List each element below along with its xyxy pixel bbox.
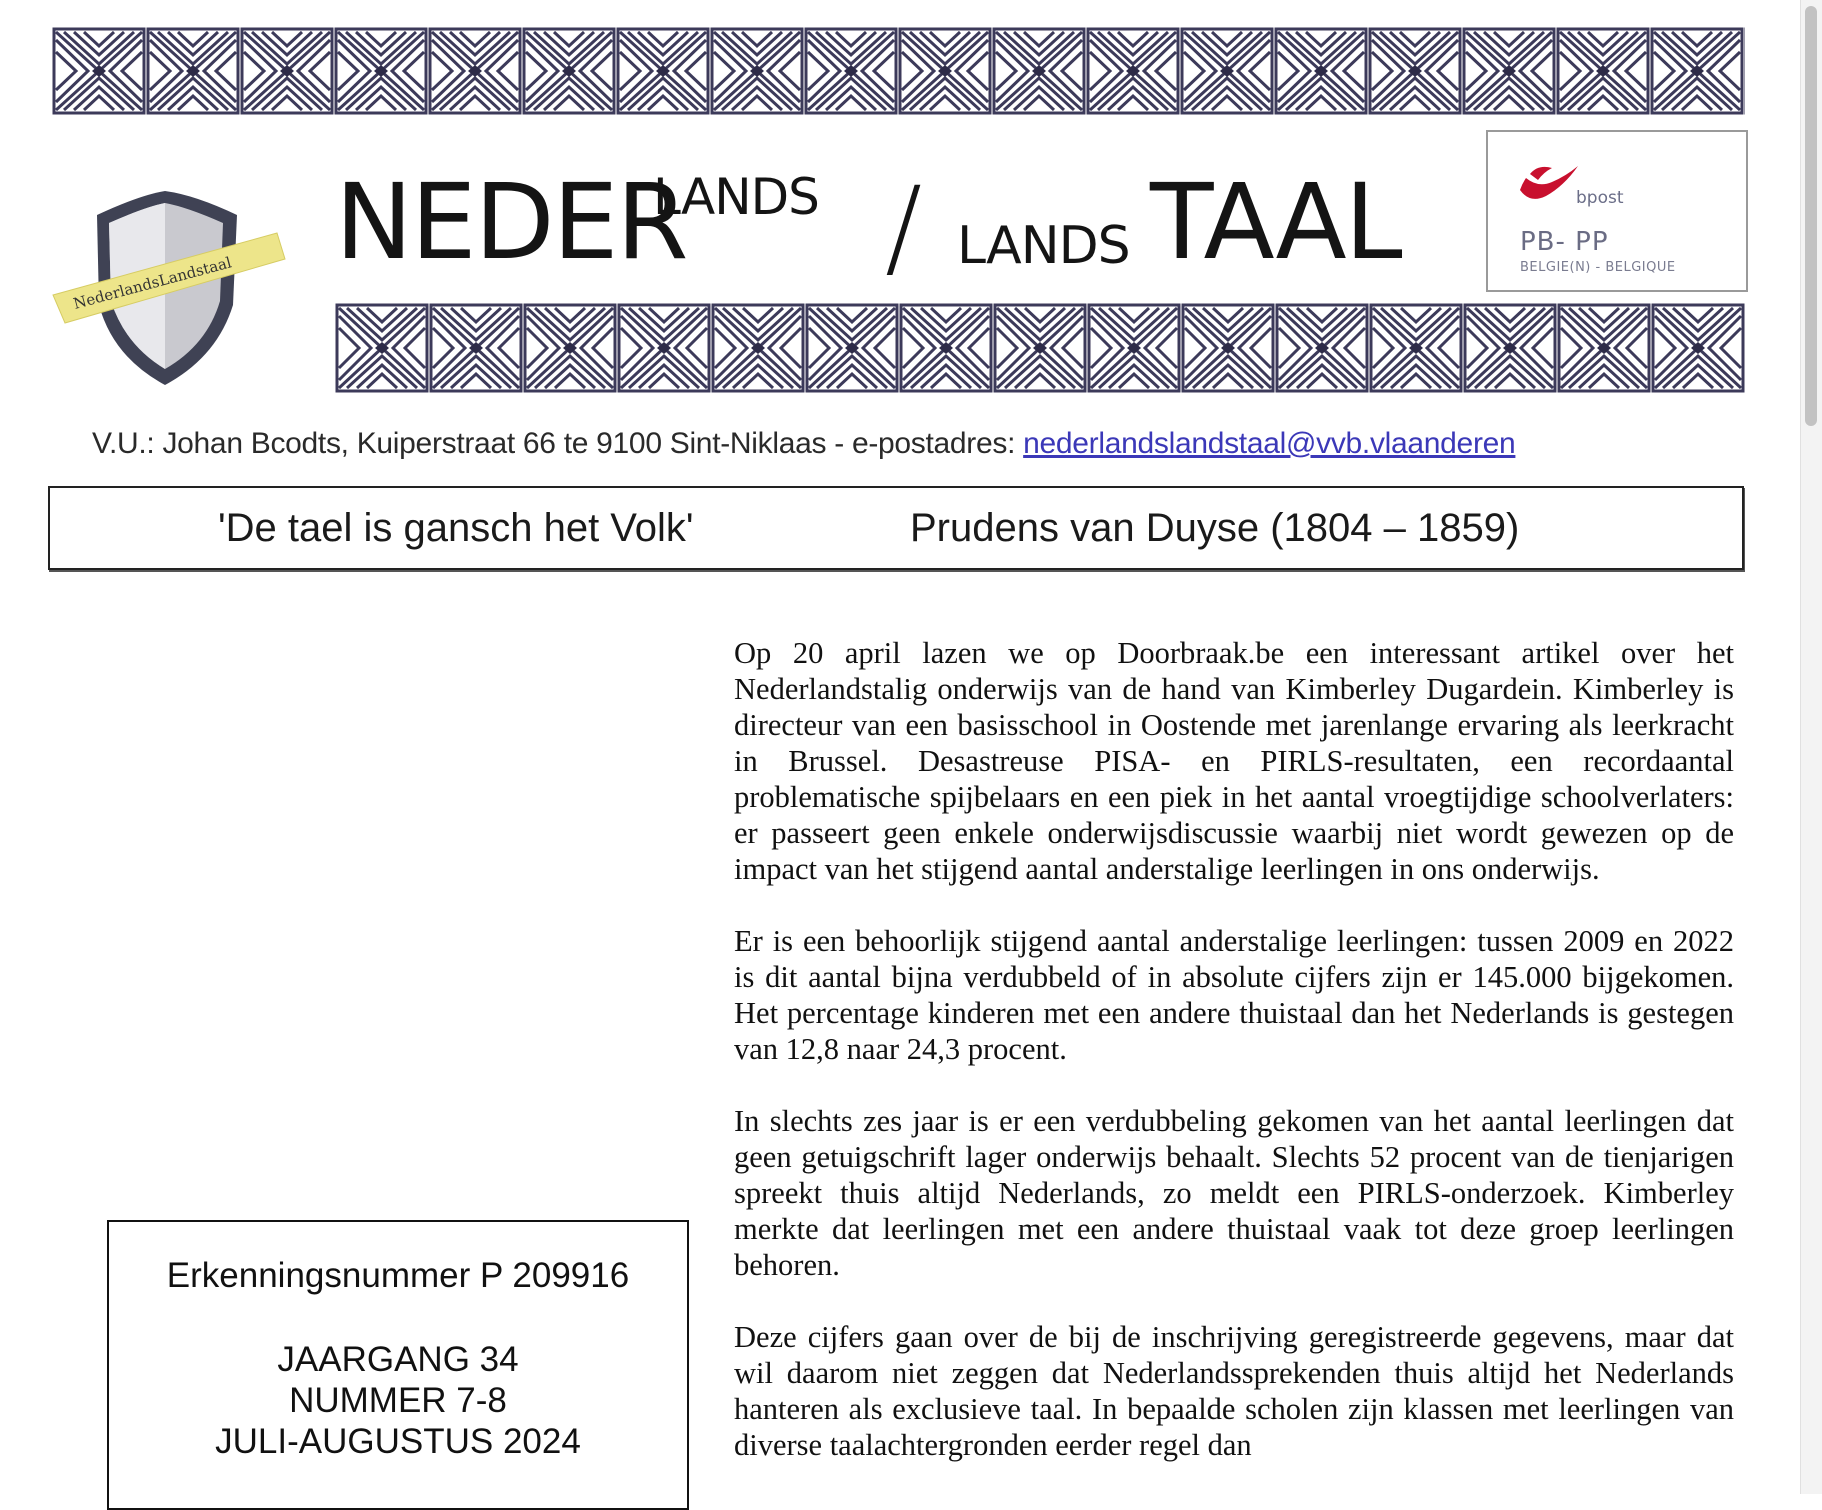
bpost-brand: bpost [1576, 188, 1624, 208]
shield-logo [45, 185, 305, 400]
title-neder: NEDER [335, 161, 687, 283]
motto-author: Prudens van Duyse (1804 – 1859) [910, 506, 1520, 550]
decorative-border-middle [335, 302, 1745, 394]
postage-country: BELGIE(N) - BELGIQUE [1520, 260, 1676, 275]
publisher-address: V.U.: Johan Bcodts, Kuiperstraat 66 te 9100 Sint-Niklaas - e-postadres: [92, 427, 1024, 460]
title-slash: / [885, 163, 923, 291]
article-paragraph-1: Op 20 april lazen we op Doorbraak.be een interessant artikel over het Nederlandstalig onderwijs van de hand van Kimberley Dugardein. Kimberley is directeur van een basisschool in Oostende met jarenlange ervaring als leerkracht in Brussel. Desastreuse PISA- en PIRLS-resultaten, een recordaantal problematische spijbelaars en een piek in het aantal vroegtijdige schoolverlaters: er passeert geen enkele onderwijsdiscussie waarbij niet wordt gewezen op de impact van het stijgend aantal anderstalige leerlingen in ons onderwijs. [734, 636, 1734, 886]
title-lands-subscript: LANDS [957, 216, 1130, 276]
motto-quote: 'De tael is gansch het Volk' [218, 506, 694, 550]
issue-date: JULI-AUGUSTUS 2024 [215, 1422, 581, 1461]
recognition-number: Erkenningsnummer P 209916 [166, 1256, 630, 1295]
postage-indicia [1486, 130, 1748, 292]
shield-banner-text: NederlandsLandstaal [71, 253, 234, 313]
postage-code: PB- PP [1520, 227, 1609, 257]
publication-info-box [107, 1220, 689, 1510]
article-paragraph-4: Deze cijfers gaan over de bij de inschrijving geregistreerde gegevens, maar dat wil daarom niet zeggen dat Nederlandssprekenden thuis altijd het Nederlands hanteren als exclusieve taal. In bepaalde scholen zijn klassen met leerlingen van diverse taalachtergronden eerder regel dan [734, 1320, 1734, 1462]
issue-number: NUMMER 7-8 [289, 1381, 507, 1420]
vertical-scrollbar[interactable] [1800, 0, 1822, 1494]
publisher-line [92, 427, 1515, 461]
scrollbar-thumb[interactable] [1805, 6, 1817, 426]
title-lands-superscript: LANDS [653, 168, 819, 226]
masthead-title [335, 150, 1435, 300]
volume-year: JAARGANG 34 [277, 1340, 519, 1379]
article-body [734, 635, 1734, 1499]
motto-box [48, 486, 1744, 570]
article-paragraph-3: In slechts zes jaar is er een verdubbeling gekomen van het aantal leerlingen dat geen getuigschrift lager onderwijs behaalt. Slechts 52 procent van de tienjarigen spreekt thuis altijd Nederlands, zo meldt een PIRLS-onderzoek. Kimberley merkte dat leerlingen met een andere thuistaal vaak tot deze groep leerlingen behoren. [734, 1104, 1734, 1282]
article-paragraph-2: Er is een behoorlijk stijgend aantal anderstalige leerlingen: tussen 2009 en 2022 is dit aantal bijna verdubbeld of in absolute cijfers zijn er 145.000 bijgekomen. Het percentage kinderen met een andere thuistaal dan het Nederlands is gestegen van 12,8 naar 24,3 procent. [734, 924, 1734, 1066]
title-taal: TAAL [1150, 161, 1401, 283]
email-link[interactable]: nederlandslandstaal@vvb.vlaanderen [1023, 427, 1516, 460]
decorative-border-top [52, 26, 1745, 116]
